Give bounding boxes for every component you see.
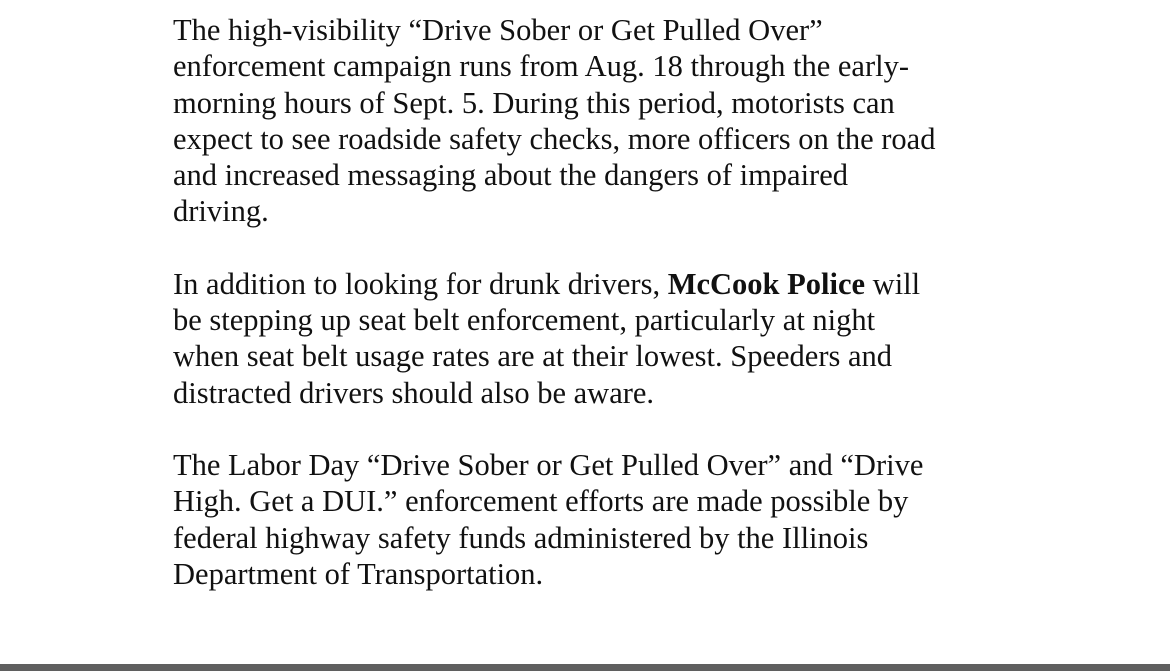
paragraph-2-line: be stepping up seat belt enforcement, particularly at night [173,303,876,338]
paragraph-enforcement-campaign [173,12,993,230]
agency-name: McCook Police [667,266,866,301]
paragraph-3-line: Department of Transportation. [173,556,544,591]
document-body [173,12,993,592]
paragraph-1-line: expect to see roadside safety checks, more officers on the road [173,121,936,156]
paragraph-1-line: and increased messaging about the dangers of impaired [173,158,849,193]
paragraph-2-line: when seat belt usage rates are at their lowest. Speeders and [173,339,893,374]
paragraph-seat-belt-enforcement [173,266,993,411]
paragraph-2-line-start: In addition to looking for drunk drivers, [173,266,668,301]
paragraph-1-line: morning hours of Sept. 5. During this period, motorists can [173,85,895,120]
paragraph-1-line: driving. [173,194,269,229]
paragraph-2-line-end: will [865,266,921,301]
paragraph-1-line: enforcement campaign runs from Aug. 18 through the early- [173,49,910,84]
paragraph-3-line: High. Get a DUI.” enforcement efforts are made possible by [173,484,909,519]
paragraph-1-line: The high-visibility “Drive Sober or Get Pulled Over” [173,13,823,47]
paragraph-3-line: The Labor Day “Drive Sober or Get Pulled Over” and “Drive [173,447,924,482]
paragraph-2-line: distracted drivers should also be aware. [173,375,655,410]
paragraph-3-line: federal highway safety funds administered by the Illinois [173,520,869,555]
paragraph-funding [173,447,993,592]
bottom-border-bar [0,664,1170,671]
